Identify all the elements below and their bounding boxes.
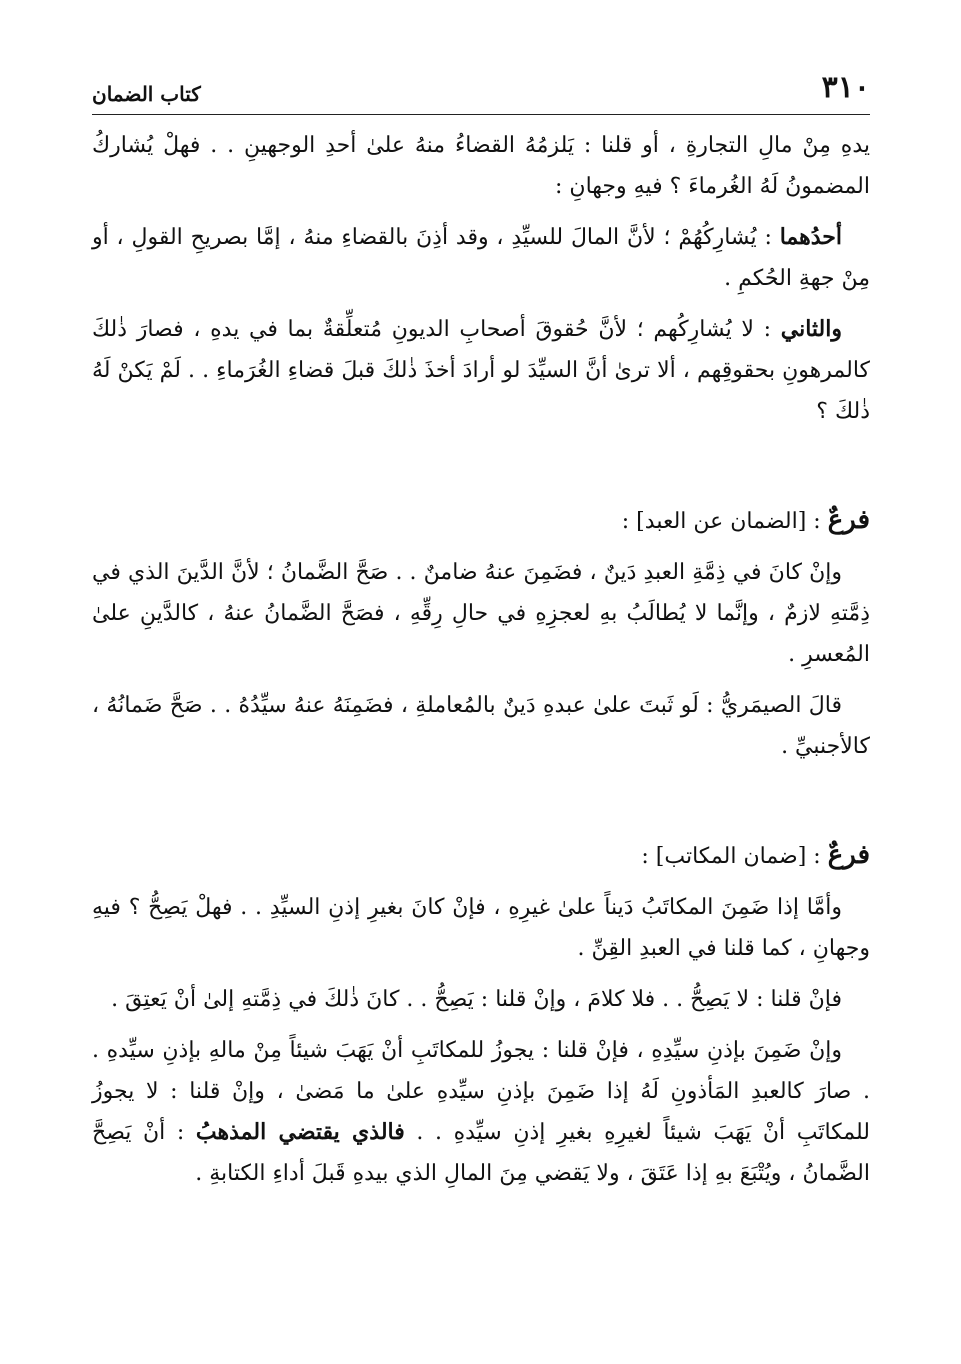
paragraph-mukatab-with-permission — [92, 1030, 870, 1194]
paragraph-mukatab-validity: فإنْ قلنا : لا يَصِحُّ . . فلا كلامَ ، وإنْ قلنا : يَصِحُّ . . كانَ ذٰلكَ في ذِمَّتهِ إلىٰ أنْ يَعتِقَ . — [111, 987, 842, 1012]
section-heading-mukatab-guarantee — [92, 835, 870, 877]
book-page — [92, 62, 870, 1204]
first-view-text: : يُشارِكُهُمْ ؛ لأنَّ المالَ للسيِّدِ ، وقد أذِنَ بالقضاءِ منهُ ، إمَّا بصريحِ القولِ ، أو مِنْ جهةِ الحُكمِ . — [92, 225, 870, 291]
first-view-lead: أحدُهما — [779, 224, 842, 250]
section-heading-text: : [الضمان عن العبد] : — [621, 509, 828, 534]
paragraph-second-view — [92, 309, 870, 432]
second-view-text: : لا يُشارِكُهم ؛ لأنَّ حُقوقَ أصحابِ الديونِ مُتعلِّقةٌ بما في يدهِ ، فصارَ ذٰلكَ كالمرهونِ بحقوقِهم ، ألا ترىٰ أنَّ السيِّدَ لو أرادَ أخذَ ذٰلكَ قبلَ قضاءِ الغُرَماءِ . . لَمْ يَكنْ لَهُ ذٰلكَ ؟ — [92, 317, 870, 424]
page-number: ٣١٠ — [821, 70, 870, 105]
paragraph-slave-debt: وإنْ كانَ في ذِمَّةِ العبدِ دَينٌ ، فضَمِنَ عنهُ ضامنٌ . . صَحَّ الضَّمانُ ؛ لأنَّ الدَّينَ الذي في ذِمَّتهِ لازمٌ ، وإنَّما لا يُطالَبُ بهِ لعجزِهِ في حالِ رِقِّهِ ، فصَحَّ الضَّمانُ عنهُ ، كالدَّينِ علىٰ المُعسرِ . — [92, 560, 870, 667]
paragraph-opening: يدهِ مِنْ مالِ التجارةِ ، أو قلنا : يَلزمُهُ القضاءُ منهُ علىٰ أحدِ الوجهينِ . . فهلْ يُشاركُ المضمونُ لَهُ الغُرماءَ ؟ فيهِ وجهانِ : — [92, 133, 870, 199]
running-title: كتاب الضمان — [92, 82, 201, 106]
section-heading-word: فرعٌ — [827, 505, 870, 535]
section-heading-text: : [ضمان المكاتب] : — [641, 844, 828, 869]
section-spacer — [92, 442, 870, 500]
madhhab-ruling-lead: فالذي يقتضي المذهبُ — [195, 1119, 405, 1145]
paragraph-mukatab-without-permission: وأمَّا إذا ضَمِنَ المكاتَبُ دَيناً علىٰ غيرِهِ ، فإنْ كانَ بغيرِ إذنِ السيِّدِ . . فهلْ يَصِحُّ ؟ فيهِ وجهانِ ، كما قلنا في العبدِ القِنِّ . — [92, 895, 870, 961]
paragraph-saymari: قالَ الصيمَريُّ : لَو ثَبتَ علىٰ عبدهِ دَينٌ بالمُعاملةِ ، فضَمِنَهُ عنهُ سيِّدُهُ . . صَحَّ ضَمانُهُ ، كالأجنبيِّ . — [92, 693, 870, 759]
second-view-lead: والثاني — [780, 316, 842, 342]
paragraph-first-view — [92, 217, 870, 299]
permission-text-a: وإنْ ضَمِنَ بإذنِ سيِّدِهِ ، فإنْ قلنا : يجوزُ للمكاتَبِ أنْ يَهَبَ شيئاً مِنْ مالهِ بإذنِ سيِّدهِ . . صارَ كالعبدِ المَأذونِ لَهُ إذا ضَمِنَ بإذنِ سيِّدهِ علىٰ ما مَضىٰ ، وإنْ قلنا : لا يجوزُ للمكاتَبِ أنْ يَهَبَ شيئاً لغيرِهِ بغيرِ إذنِ سيِّدهِ . . — [92, 1038, 871, 1145]
permission-text-b: : أنْ يَصِحَّ الضَّمانُ ، ويُتْبَعَ بهِ إذا عَتَقَ ، ولا يَقضي مِنَ المالِ الذي بيدهِ قَبلَ أداءِ الكتابةِ . — [92, 1120, 870, 1186]
page-header — [92, 62, 870, 115]
section-heading-word: فرعٌ — [827, 840, 870, 870]
section-spacer — [92, 777, 870, 835]
page-body — [92, 125, 870, 1194]
section-heading-slave-guarantee — [92, 500, 870, 542]
